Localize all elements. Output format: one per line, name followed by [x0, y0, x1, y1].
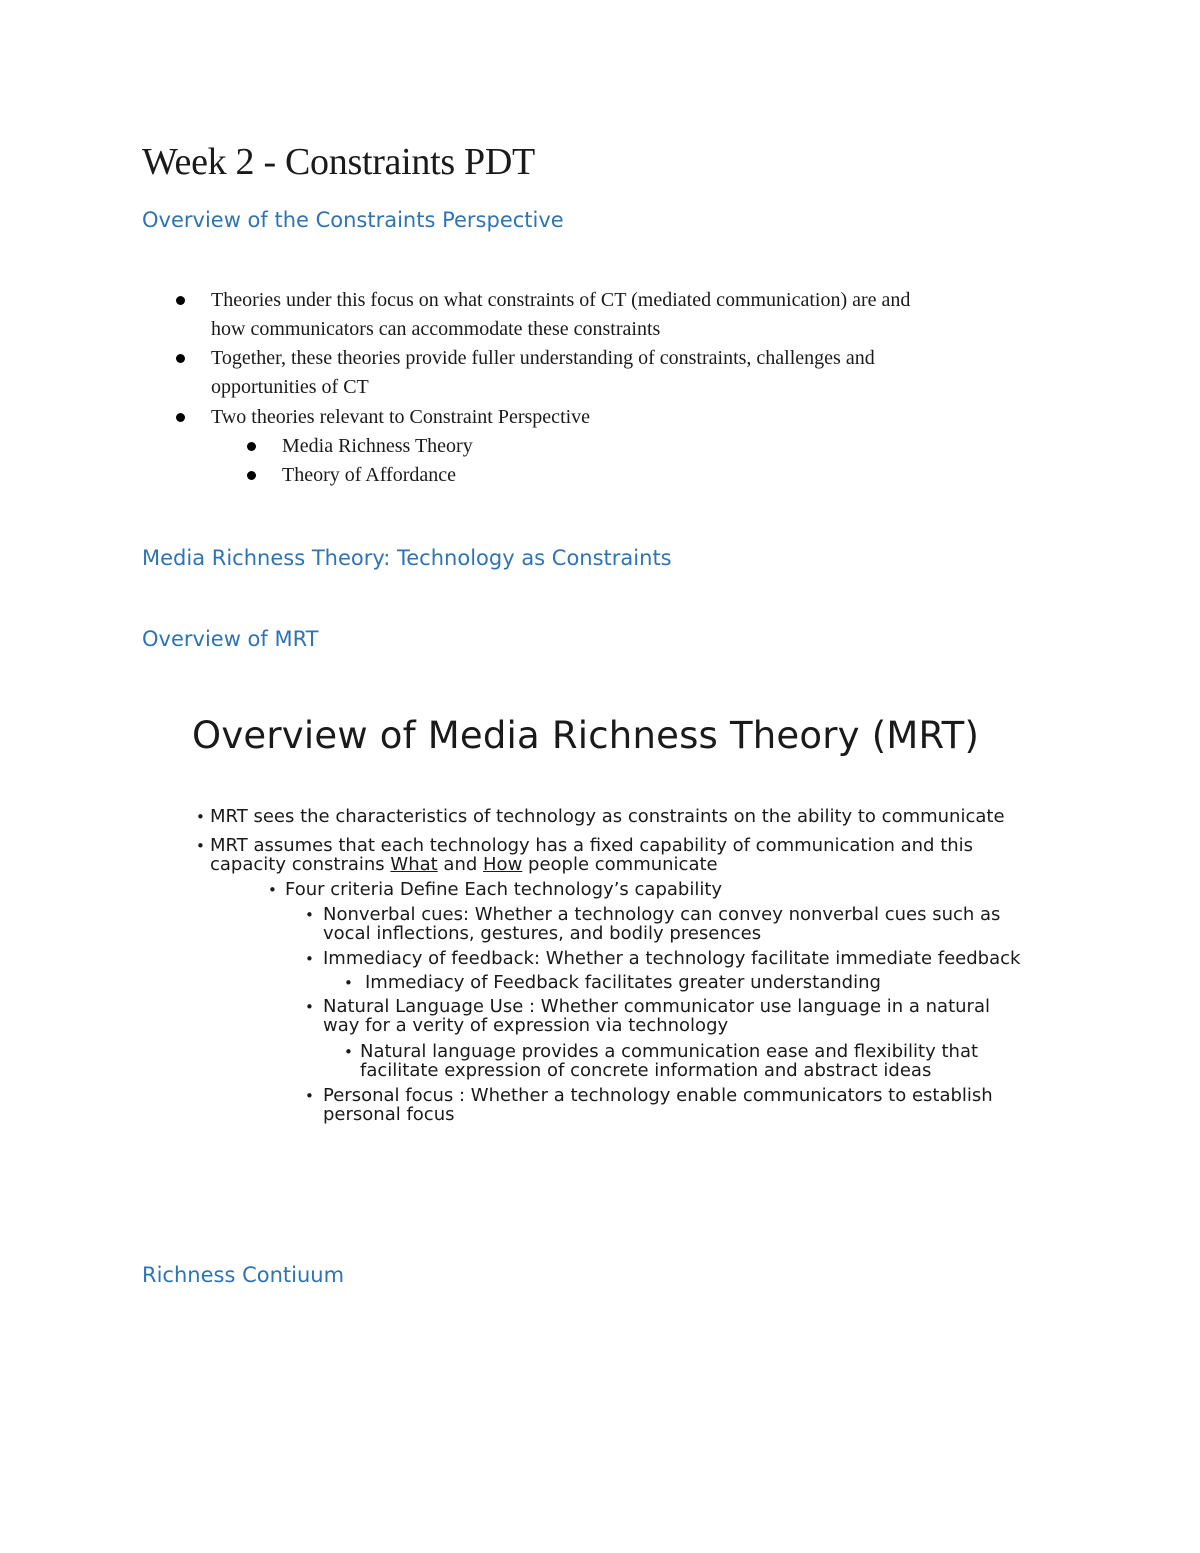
- list-item-text: Two theories relevant to Constraint Perspective: [211, 406, 591, 428]
- bullet-icon: [247, 442, 256, 451]
- document-title: Week 2 - Constraints PDT: [142, 141, 535, 183]
- slide-natural-text: way for a verity of expression via technology: [323, 1015, 729, 1036]
- slide-natural-sub-text: facilitate expression of concrete information and abstract ideas: [360, 1060, 932, 1081]
- list-item-text: Theories under this focus on what constraints of CT (mediated communication) are and: [211, 289, 911, 311]
- list-item-text: Together, these theories provide fuller understanding of constraints, challenges and: [211, 347, 875, 369]
- bullet-icon: •: [305, 906, 314, 924]
- list-item-text: how communicators can accommodate these constraints: [211, 318, 661, 340]
- slide-personal-text: personal focus: [323, 1104, 455, 1125]
- bullet-icon: [176, 296, 185, 305]
- slide-bullet-text-line2: [210, 855, 718, 874]
- bullet-icon: •: [344, 974, 353, 992]
- heading-media-richness-theory: Media Richness Theory: Technology as Constraints: [142, 546, 672, 570]
- slide-bullet-text: MRT assumes that each technology has a fixed capability of communication and this: [210, 835, 974, 856]
- slide-nonverbal-text: Nonverbal cues: Whether a technology can convey nonverbal cues such as: [323, 904, 1001, 925]
- text-fragment: people communicate: [522, 854, 718, 875]
- list-item-text: Media Richness Theory: [282, 435, 473, 457]
- bullet-icon: •: [196, 808, 205, 826]
- heading-overview-of-mrt: Overview of MRT: [142, 627, 319, 651]
- underlined-what: What: [390, 854, 438, 875]
- slide-immediacy-sub-text: Immediacy of Feedback facilitates greater understanding: [365, 972, 881, 993]
- bullet-icon: [247, 471, 256, 480]
- list-item-text: opportunities of CT: [211, 376, 369, 398]
- text-fragment: and: [437, 854, 484, 875]
- bullet-icon: •: [344, 1043, 353, 1061]
- slide-nonverbal-text: vocal inflections, gestures, and bodily presences: [323, 923, 762, 944]
- slide-natural-text: Natural Language Use : Whether communicator use language in a natural: [323, 996, 990, 1017]
- mrt-slide-image: [160, 700, 1090, 1140]
- slide-title: Overview of Media Richness Theory (MRT): [192, 714, 980, 757]
- bullet-icon: •: [305, 950, 314, 968]
- bullet-icon: [176, 413, 185, 422]
- bullet-icon: •: [305, 1087, 314, 1105]
- slide-personal-text: Personal focus : Whether a technology enable communicators to establish: [323, 1085, 993, 1106]
- slide-immediacy-text: Immediacy of feedback: Whether a technology facilitate immediate feedback: [323, 948, 1021, 969]
- bullet-icon: [176, 354, 185, 363]
- slide-criteria-text: Four criteria Define Each technology’s capability: [285, 879, 723, 900]
- list-item-text: Theory of Affordance: [282, 464, 457, 486]
- bullet-icon: •: [305, 998, 314, 1016]
- bullet-icon: •: [268, 881, 277, 899]
- heading-constraints-perspective: Overview of the Constraints Perspective: [142, 208, 564, 232]
- text-fragment: capacity constrains: [210, 854, 391, 875]
- slide-natural-sub-text: Natural language provides a communication ease and flexibility that: [360, 1041, 979, 1062]
- bullet-icon: •: [196, 837, 205, 855]
- underlined-how: How: [483, 854, 523, 875]
- heading-richness-continuum: Richness Contiuum: [142, 1263, 345, 1287]
- slide-bullet-text: MRT sees the characteristics of technology as constraints on the ability to communicate: [210, 806, 1005, 827]
